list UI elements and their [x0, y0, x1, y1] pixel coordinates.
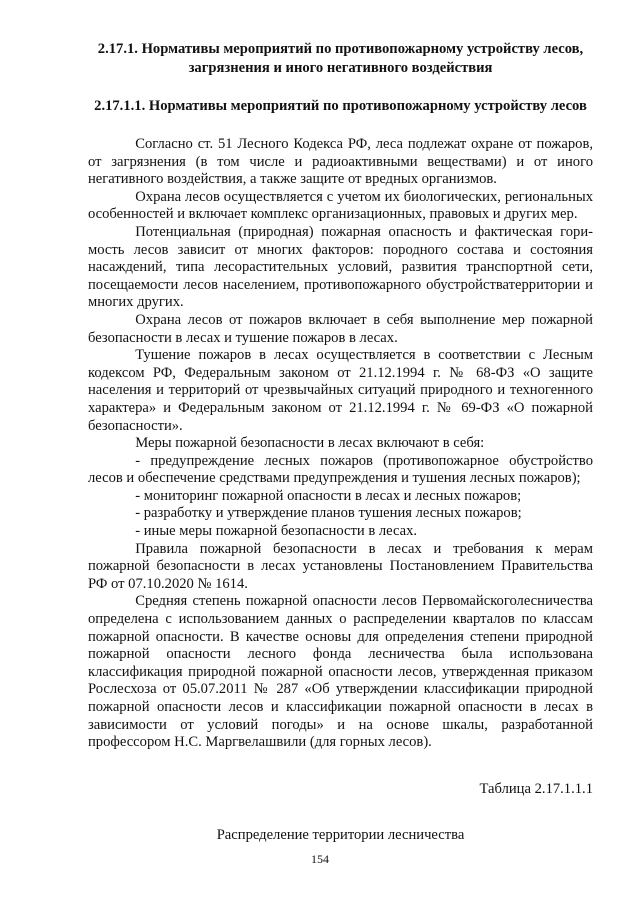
- paragraph-forest-code: Согласно ст. 51 Лесного Кодекса РФ, леса подлежат охране от пожаров, от загрязнения (в том числе и радиоактивными веществами) и от иного негативного воздействия, а также защите от вредных организмов.: [88, 136, 593, 188]
- paragraph-fire-rules: Правила пожарной безопасности в лесах и требования к мерам пожарной безопасности в лесах установлены Постановлением Правительства РФ от 07.10.2020 № 1614.: [88, 540, 593, 592]
- paragraph-fire-danger: Потенциальная (природная) пожарная опасность и фактическая гори-мость лесов зависит от многих факторов: породного состава и состояния насаждений, типа лесорастительных условий, развития транспортной сети, посещаемости лесов населением, противопожарного обустройстватерритории и многих других.: [88, 223, 593, 311]
- list-item-monitoring: - мониторинг пожарной опасности в лесах и лесных пожаров;: [135, 487, 522, 504]
- paragraph-forest-protection: Охрана лесов осуществляется с учетом их биологических, региональных особенностей и включает комплекс организационных, правовых и других мер.: [88, 188, 593, 223]
- subsection-heading: 2.17.1.1. Нормативы мероприятий по противопожарному устройству лесов: [94, 98, 587, 114]
- paragraph-firefighting-law: Тушение пожаров в лесах осуществляется в соответствии с Лесным кодексом РФ, Федеральным законом от 21.12.1994 г. № 68-ФЗ «О защите населения и территорий от чрезвычайных ситуаций природного и техногенного характера» и Федеральным законом от 21.12.1994 г. № 69-ФЗ «О пожарной безопасности».: [88, 347, 593, 434]
- list-item-prevention: - предупреждение лесных пожаров (противопожарное обустройство лесов и обеспечение средствами предупреждения и тушения лесных пожаров);: [88, 452, 593, 487]
- list-item-plans: - разработку и утверждение планов тушения лесных пожаров;: [135, 505, 522, 522]
- paragraph-measures-intro: Меры пожарной безопасности в лесах включают в себя:: [135, 435, 485, 452]
- paragraph-fire-protection: Охрана лесов от пожаров включает в себя выполнение мер пожарной безопасности в лесах и тушение пожаров в лесах.: [88, 311, 593, 346]
- table-label: Таблица 2.17.1.1.1: [479, 780, 593, 797]
- table-title: Распределение территории лесничества: [216, 826, 465, 843]
- document-page: [88, 40, 593, 844]
- page-number: 154: [311, 852, 329, 866]
- list-item-other-measures: - иные меры пожарной безопасности в лесах.: [135, 523, 418, 540]
- document-body: [88, 136, 593, 752]
- paragraph-average-danger: Средняя степень пожарной опасности лесов Первомайскоголесничества определена с использованием данных о распределении кварталов по классам пожарной опасности. В качестве основы для определения степени природной пожарной опасности лесного фонда лесничества была использована классификация природной пожарной опасности лесов, утвержденная приказом Рослесхоза от 05.07.2011 № 287 «Об утверждении классификации природной пожарной опасности лесов и классификации пожарной опасности в лесах в зависимости от условий погоды» и на основе шкалы, разработанной профессором Н.С. Маргвелашвили (для горных лесов).: [88, 593, 593, 751]
- section-heading: 2.17.1. Нормативы мероприятий по противопожарному устройству лесов, загрязнения и иного негативного воздействия: [97, 41, 584, 76]
